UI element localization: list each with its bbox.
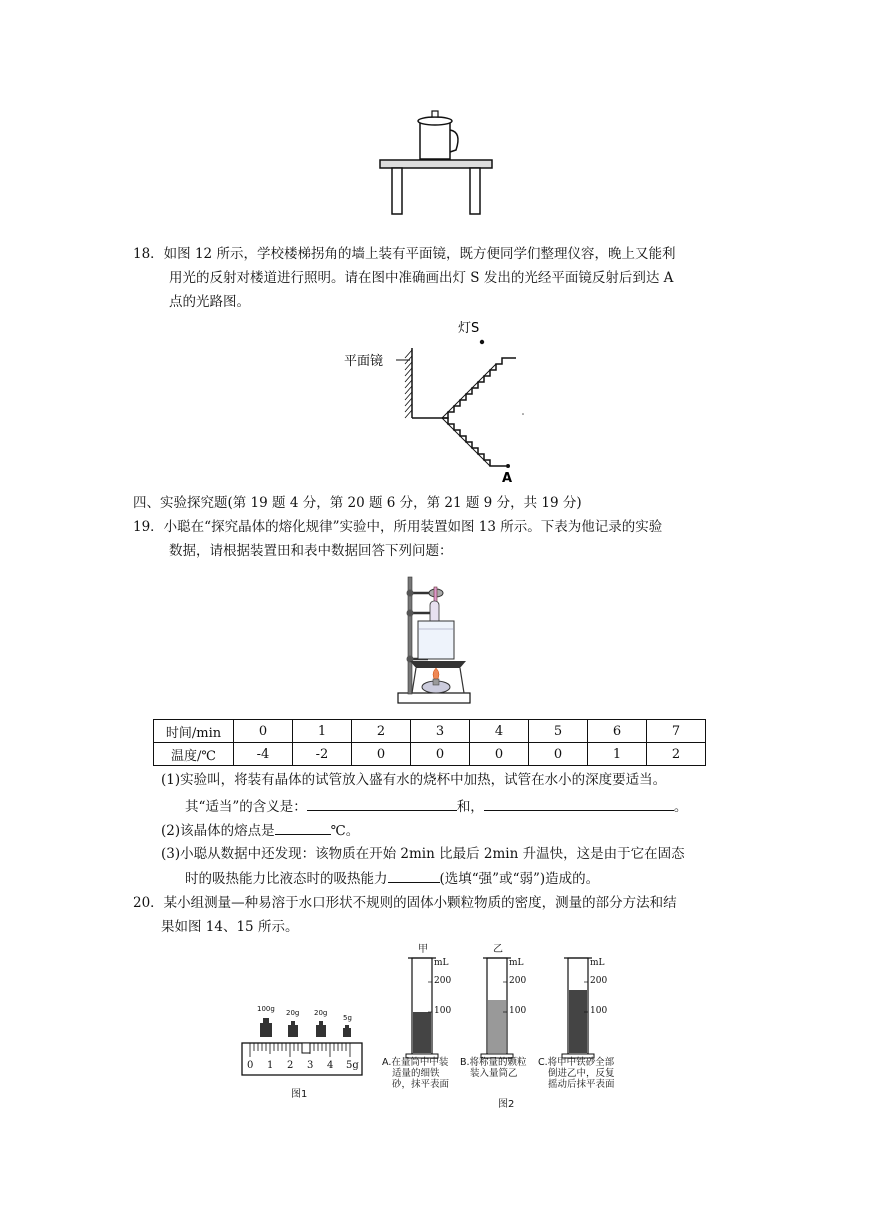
lamp-label: 灯S — [458, 321, 480, 336]
scale-tick-label: 2 — [287, 1060, 294, 1071]
melting-apparatus-figure — [394, 571, 486, 711]
melting-data-table — [153, 719, 706, 766]
step-b-line: 装入量筒乙 — [470, 1068, 518, 1079]
table-header-temperature: 温度/℃ — [154, 743, 234, 766]
weight-label: 100g — [257, 1005, 275, 1013]
q18-line-1: 18．如图 12 所示，学校楼梯拐角的墙上装有平面镜，既方便同学们整理仪容，晚上又能利 — [133, 246, 676, 262]
scale-tick-label: 5g — [346, 1060, 359, 1071]
table-cell: 0 — [234, 720, 293, 743]
mirror-stairs-figure — [340, 318, 540, 486]
scale-tick-label: 3 — [307, 1060, 314, 1071]
q19-part2 — [161, 820, 359, 841]
table-cell: 2 — [647, 743, 706, 766]
answer-blank-melting-point[interactable] — [275, 820, 331, 835]
table-cell: 6 — [588, 720, 647, 743]
q19-part1-line-2 — [185, 796, 687, 817]
table-cell: 7 — [647, 720, 706, 743]
weight-label: 20g — [314, 1009, 328, 1017]
q20-line-2: 果如图 14、15 所示。 — [161, 919, 299, 935]
step-a-line: 适量的细铁 — [392, 1068, 440, 1079]
tick-label: 100 — [590, 1006, 608, 1016]
q19-line-2: 数据，请根据装置田和表中数据回答下列问题： — [169, 543, 453, 559]
table-cell: 1 — [293, 720, 352, 743]
step-a-line: 砂，抹平表面 — [392, 1079, 450, 1090]
cup-on-table-figure — [370, 108, 502, 218]
step-c-caption — [538, 1057, 615, 1090]
tick-label: 200 — [590, 976, 608, 986]
table-cell: 0 — [529, 743, 588, 766]
q19-part1-end: 。 — [673, 799, 688, 815]
q19-part1-line-1: (1)实验叫，将装有晶体的试管放入盛有水的烧杯中加热，试管在水小的深度要适当。 — [161, 772, 667, 788]
step-c-line: C.将甲中铁砂全部 — [538, 1057, 615, 1068]
tick-label: 100 — [434, 1006, 452, 1016]
step-c-line: 摇动后抹平表面 — [548, 1079, 615, 1090]
table-row — [154, 720, 706, 743]
mirror-label: 平面镜 — [344, 354, 384, 369]
table-cell: 0 — [411, 743, 470, 766]
step-c-line: 倒进乙中，反复 — [548, 1068, 615, 1079]
q19-part1-prompt: 其“适当”的含义是： — [185, 799, 307, 815]
step-a-caption — [382, 1057, 449, 1090]
q19-part3-line-1: (3)小聪从数据中还发现：该物质在开始 2min 比最后 2min 升温快，这是由于它在固态 — [161, 846, 685, 862]
figure-1-caption: 图1 — [291, 1089, 308, 1100]
table-header-time: 时间/min — [154, 720, 234, 743]
table-cell: 3 — [411, 720, 470, 743]
answer-blank-1[interactable] — [307, 796, 457, 811]
cylinder-label: 甲 — [418, 944, 428, 955]
table-cell: -4 — [234, 743, 293, 766]
q19-part3-prompt: 时的吸热能力比液态时的吸热能力 — [185, 871, 388, 887]
answer-blank-ability[interactable] — [388, 868, 440, 883]
point-a-marker — [506, 464, 510, 468]
point-a-label: A — [502, 471, 513, 486]
tick-label: 100 — [509, 1006, 527, 1016]
step-a-line: A.在量筒中中装 — [382, 1057, 449, 1068]
q19-line-1: 19．小聪在“探究晶体的熔化规律”实验中，所用装置如图 13 所示。下表为他记录的实验 — [133, 519, 663, 535]
lamp-point — [480, 340, 484, 344]
q19-part3-end: (选填“强”或“弱”)造成的。 — [439, 871, 600, 887]
unit-label: mL — [509, 958, 524, 968]
scale-tick-label: 0 — [247, 1060, 254, 1071]
table-cell: 0 — [352, 743, 411, 766]
table-cell: -2 — [293, 743, 352, 766]
weight-label: 20g — [286, 1009, 300, 1017]
scale-tick-label: 4 — [327, 1060, 334, 1071]
tick-label: 200 — [434, 976, 452, 986]
scale-tick-label: 1 — [267, 1060, 274, 1071]
unit-label: mL — [434, 958, 449, 968]
q20-line-1: 20．某小组测量—种易溶于水口形状不规则的固体小颗粒物质的密度，测量的部分方法和结 — [133, 895, 677, 911]
figure-1-balance — [240, 1005, 370, 1100]
q19-part3-line-2 — [185, 868, 599, 889]
step-b-caption — [460, 1057, 527, 1079]
answer-blank-2[interactable] — [484, 796, 674, 811]
table-cell: 5 — [529, 720, 588, 743]
step-b-line: B.将称量的颗粒 — [460, 1057, 527, 1068]
q19-part2-unit: ℃。 — [330, 823, 360, 839]
table-cell: 2 — [352, 720, 411, 743]
tick-label: 200 — [509, 976, 527, 986]
q19-part2-prompt: (2)该晶体的熔点是 — [161, 823, 275, 839]
figure-2-caption: 图2 — [498, 1099, 515, 1110]
q18-line-3: 点的光路图。 — [169, 294, 250, 310]
table-row — [154, 743, 706, 766]
q18-line-2: 用光的反射对楼道进行照明。请在图中准确画出灯 S 发出的光经平面镜反射后到达 A — [169, 270, 674, 286]
cylinder-label: 乙 — [493, 944, 503, 955]
section-4-heading: 四、实验探究题(第 19 题 4 分，第 20 题 6 分，第 21 题 9 分，共 19 分) — [133, 495, 582, 511]
figure-2-cylinders — [380, 938, 640, 1108]
table-cell: 4 — [470, 720, 529, 743]
q19-part1-and: 和， — [456, 799, 484, 815]
unit-label: mL — [590, 958, 605, 968]
table-cell: 0 — [470, 743, 529, 766]
table-cell: 1 — [588, 743, 647, 766]
weight-label: 5g — [343, 1014, 352, 1022]
